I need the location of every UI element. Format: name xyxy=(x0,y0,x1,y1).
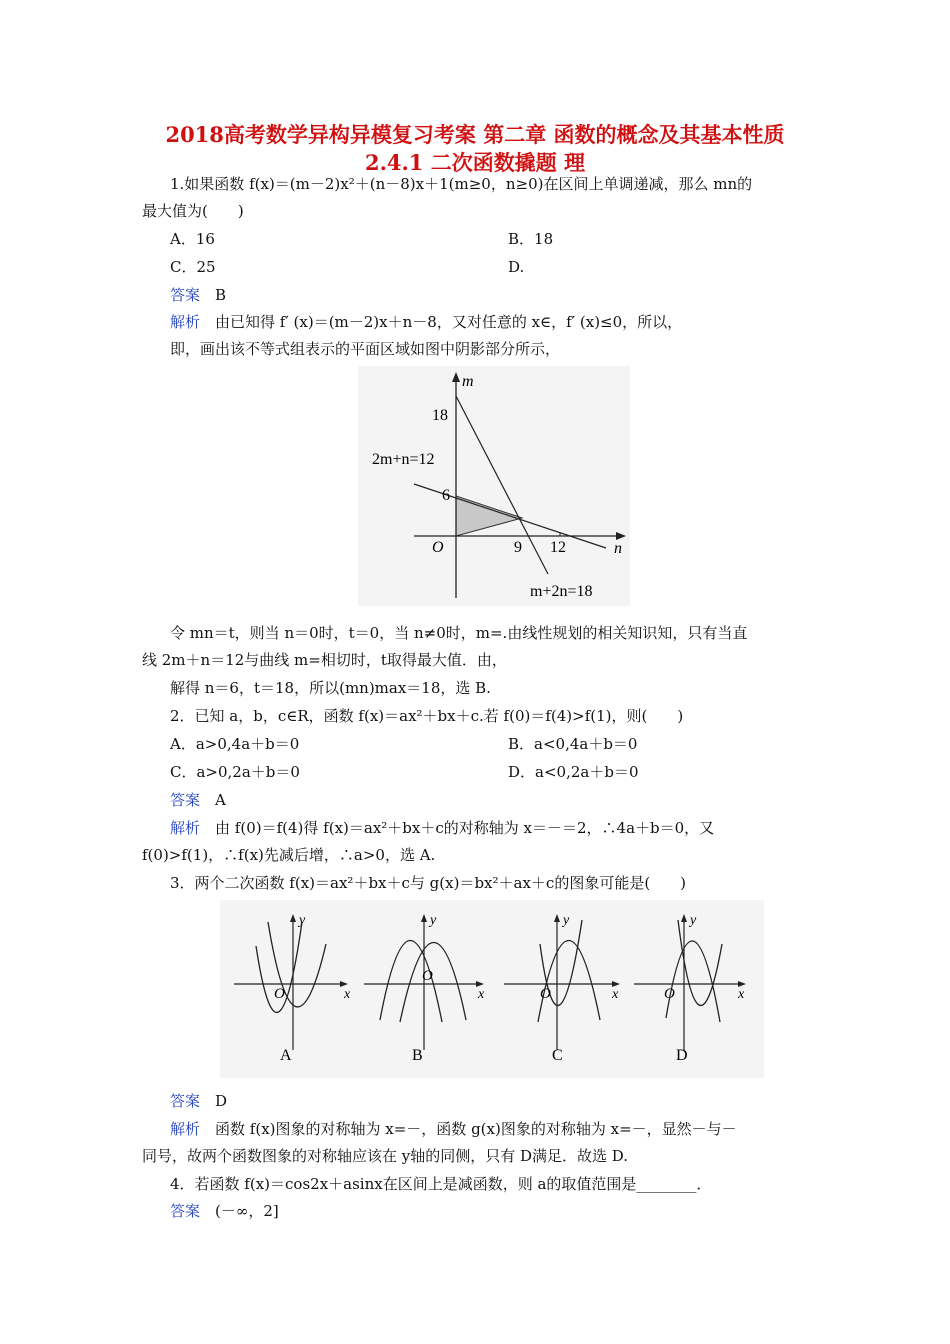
tick-label-9: 9 xyxy=(514,539,522,556)
feasible-region-svg xyxy=(358,366,630,606)
analysis-label: 解析 xyxy=(170,819,201,837)
axis-label-m: m xyxy=(462,373,474,390)
q1-option-d: D. xyxy=(508,258,525,276)
panel-c-origin: O xyxy=(540,986,551,1002)
q3-analysis-line-1 xyxy=(170,1118,737,1140)
panel-b-y-arrow xyxy=(421,914,427,922)
q2-option-b: B．a<0,4a＋b＝0 xyxy=(508,735,638,753)
analysis-label: 解析 xyxy=(170,1120,201,1138)
q1-analysis-line-5: 解得 n＝6，t＝18，所以(mn)max＝18，选 B. xyxy=(170,679,491,697)
panel-a-y-label: y xyxy=(299,913,306,928)
answer-value: B xyxy=(215,286,227,304)
q3-answer xyxy=(170,1090,227,1112)
q1-option-c: C．25 xyxy=(170,258,216,276)
panel-d xyxy=(634,913,746,1064)
q2-option-a: A．a>0,4a＋b＝0 xyxy=(170,735,300,753)
panel-c-label: C xyxy=(552,1047,563,1064)
panel-d-label: D xyxy=(676,1047,688,1064)
page-title-line-1: 2018高考数学异构异模复习考案 第二章 函数的概念及其基本性质 xyxy=(165,122,785,147)
q1-analysis-line-3: 令 mn＝t，则当 n＝0时，t＝0，当 n≠0时，m=.由线性规划的相关知识知，只有当直 xyxy=(170,624,748,642)
q3-stem: 3．两个二次函数 f(x)＝ax²＋bx＋c与 g(x)＝bx²＋ax＋c的图象可能是( ) xyxy=(170,874,687,892)
q1-stem-line-2: 最大值为( ) xyxy=(142,202,244,220)
q1-stem-line-1: 1.如果函数 f(x)＝(m－2)x²＋(n－8)x＋1(m≥0，n≥0)在区间上单调递减，那么 mn的 xyxy=(170,175,753,193)
line-label-2m-n-12: 2m+n=12 xyxy=(372,451,435,468)
analysis-text: 函数 f(x)图象的对称轴为 x=－，函数 g(x)图象的对称轴为 x=－，显然－与－ xyxy=(215,1120,737,1138)
m-axis-arrow xyxy=(452,372,460,382)
analysis-text: 由已知得 f′ (x)＝(m－2)x＋n－8，又对任意的 x∈，f′ (x)≤0，所以， xyxy=(215,313,683,331)
panel-a-origin: O xyxy=(274,986,285,1002)
panel-d-y-label: y xyxy=(690,913,697,928)
panel-b-y-label: y xyxy=(430,913,437,928)
q1-option-a: A．16 xyxy=(170,230,215,248)
panel-b xyxy=(364,913,485,1064)
tick-label-6: 6 xyxy=(442,487,450,504)
panel-a xyxy=(234,913,351,1064)
q1-analysis-line-1 xyxy=(170,311,682,333)
panel-d-curve-1 xyxy=(666,941,720,1022)
line-label-m-2n-18: m+2n=18 xyxy=(530,583,593,600)
origin-label: O xyxy=(432,539,444,556)
panel-b-x-label: x xyxy=(478,987,485,1002)
panel-a-label: A xyxy=(280,1047,292,1064)
panel-a-y-arrow xyxy=(290,914,296,922)
analysis-label: 解析 xyxy=(170,313,201,331)
answer-label: 答案 xyxy=(170,1202,201,1220)
q1-analysis-line-4: 线 2m＋n＝12与曲线 m=相切时，t取得最大值．由， xyxy=(142,651,507,669)
q2-analysis-line-1 xyxy=(170,817,714,839)
panel-b-label: B xyxy=(412,1047,423,1064)
q2-answer xyxy=(170,789,226,811)
answer-label: 答案 xyxy=(170,791,201,809)
q2-option-c: C．a>0,2a＋b＝0 xyxy=(170,763,300,781)
panel-c-curve-1 xyxy=(538,940,600,1022)
answer-value: D xyxy=(215,1092,228,1110)
answer-value: A xyxy=(215,791,226,809)
q1-answer xyxy=(170,284,226,306)
answer-value: (－∞，2] xyxy=(215,1202,279,1220)
answer-label: 答案 xyxy=(170,286,201,304)
q3-analysis-line-2: 同号，故两个函数图象的对称轴应该在 y轴的同侧，只有 D满足．故选 D. xyxy=(142,1147,629,1165)
panel-d-x-label: x xyxy=(738,987,745,1002)
q2-analysis-line-2: f(0)>f(1)，∴f(x)先减后增，∴a>0，选 A. xyxy=(142,846,436,864)
panel-d-y-arrow xyxy=(681,914,687,922)
panel-d-origin: O xyxy=(664,986,675,1002)
tick-label-12: 12 xyxy=(550,539,566,556)
tick-label-18: 18 xyxy=(432,407,448,424)
axis-label-n: n xyxy=(614,540,622,557)
panel-c-y-label: y xyxy=(563,913,570,928)
parabola-options-svg xyxy=(220,900,764,1078)
answer-label: 答案 xyxy=(170,1092,201,1110)
panel-c-y-arrow xyxy=(554,914,560,922)
page-title-line-2: 2.4.1 二次函数撬题 理 xyxy=(364,150,586,175)
shaded-region xyxy=(456,496,522,536)
q2-stem: 2．已知 a，b，c∈R，函数 f(x)＝ax²＋bx＋c.若 f(0)＝f(4)>f(1)，则( ) xyxy=(170,707,684,725)
q1-analysis-line-2: 即，画出该不等式组表示的平面区域如图中阴影部分所示， xyxy=(170,340,561,358)
panel-c-x-label: x xyxy=(612,987,619,1002)
figure-parabola-options xyxy=(220,900,764,1078)
n-axis-arrow xyxy=(616,532,626,540)
analysis-text: 由 f(0)＝f(4)得 f(x)＝ax²＋bx＋c的对称轴为 x＝－＝2，∴4a＋b＝0，又 xyxy=(215,819,715,837)
q1-option-b: B．18 xyxy=(508,230,554,248)
q4-answer xyxy=(170,1200,279,1222)
panel-a-x-label: x xyxy=(344,987,351,1002)
panel-b-origin: O xyxy=(422,968,433,984)
q2-option-d: D．a<0,2a＋b＝0 xyxy=(508,763,639,781)
panel-c xyxy=(504,913,620,1064)
figure-feasible-region xyxy=(358,366,630,606)
line-m-plus-2n-18 xyxy=(456,396,548,574)
q4-stem: 4．若函数 f(x)＝cos2x＋asinx在区间上是减函数，则 a的取值范围是________． xyxy=(170,1175,712,1193)
